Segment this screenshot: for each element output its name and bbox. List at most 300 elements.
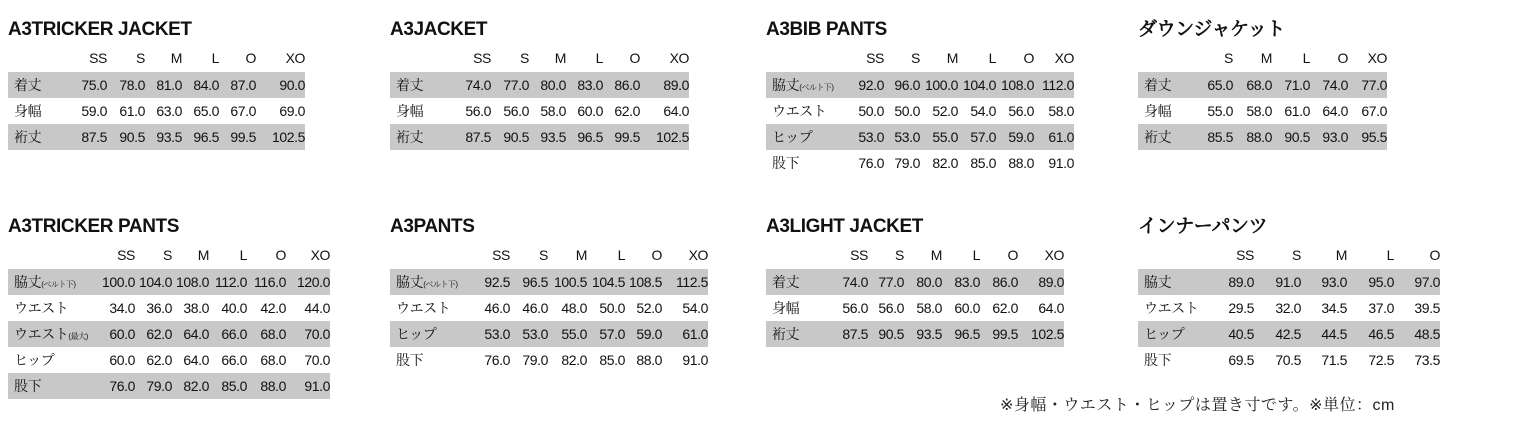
size-header: M — [170, 50, 182, 66]
cell-value: 56.0 — [465, 103, 491, 119]
row-label: ヒップ — [14, 352, 55, 368]
table-row — [8, 321, 330, 347]
row-label-note: (ベルト下) — [41, 280, 76, 289]
cell-value: 112.0 — [209, 269, 247, 295]
cell-value: 70.0 — [304, 352, 330, 368]
size-header: O — [1429, 247, 1440, 263]
row-label-note: (最大) — [68, 332, 88, 341]
cell-value: 64.0 — [1038, 300, 1064, 316]
table-row — [1138, 347, 1440, 373]
cell-value: 74.0 — [832, 269, 868, 295]
cell-value: 77.0 — [1348, 72, 1387, 98]
cell-value: 71.5 — [1321, 352, 1347, 368]
cell-value: 62.0 — [614, 103, 640, 119]
size-header: O — [1023, 50, 1034, 66]
size-header: SS — [473, 50, 491, 66]
cell-value: 89.0 — [1212, 269, 1254, 295]
size-header: L — [239, 247, 247, 263]
cell-value: 82.0 — [932, 155, 958, 171]
cell-value: 80.0 — [904, 269, 942, 295]
cell-value: 57.0 — [587, 321, 625, 347]
cell-value: 104.0 — [135, 269, 172, 295]
table-row — [766, 124, 1074, 150]
cell-value: 108.5 — [625, 269, 662, 295]
row-label: 脇丈 — [1138, 269, 1212, 295]
cell-value: 42.5 — [1254, 321, 1301, 347]
cell-value: 80.0 — [529, 72, 566, 98]
size-table — [390, 44, 689, 150]
size-header: L — [988, 50, 996, 66]
table-row — [390, 295, 708, 321]
size-header: S — [1224, 50, 1233, 66]
cell-value: 46.0 — [522, 300, 548, 316]
cell-value: 120.0 — [286, 269, 330, 295]
row-label: 着丈 — [766, 269, 832, 295]
row-label: 裄丈 — [766, 321, 832, 347]
cell-value: 73.5 — [1414, 352, 1440, 368]
table-row — [8, 347, 330, 373]
table-row — [390, 72, 689, 98]
size-header-row — [390, 44, 689, 72]
cell-value: 91.0 — [1048, 155, 1074, 171]
cell-value: 62.0 — [135, 321, 172, 347]
row-label: 裄丈 — [1138, 124, 1194, 150]
size-header: L — [1302, 50, 1310, 66]
cell-value: 55.0 — [920, 124, 958, 150]
row-label: ヒップ — [390, 321, 478, 347]
cell-value: 61.0 — [1034, 124, 1074, 150]
cell-value: 93.5 — [904, 321, 942, 347]
cell-value: 91.0 — [1254, 269, 1301, 295]
cell-value: 56.0 — [878, 300, 904, 316]
size-header: O — [275, 247, 286, 263]
cell-value: 58.0 — [1048, 103, 1074, 119]
size-header: XO — [688, 247, 708, 263]
cell-value: 68.0 — [260, 352, 286, 368]
size-header: S — [1292, 247, 1301, 263]
row-label: 脇丈(ベルト下) — [766, 72, 848, 98]
cell-value: 83.0 — [942, 269, 980, 295]
cell-value: 85.5 — [1194, 124, 1233, 150]
cell-value: 56.0 — [1008, 103, 1034, 119]
cell-value: 68.0 — [1233, 72, 1272, 98]
cell-value: 87.5 — [454, 124, 491, 150]
size-header-row — [390, 241, 708, 269]
table-title: A3PANTS — [390, 216, 475, 237]
table-title: A3JACKET — [390, 19, 488, 40]
row-label: ウエスト — [772, 103, 827, 119]
cell-value: 48.5 — [1394, 321, 1440, 347]
cell-value: 90.5 — [1272, 124, 1310, 150]
table-title: A3TRICKER PANTS — [8, 216, 179, 237]
row-label: ウエスト — [1144, 300, 1199, 316]
size-header: M — [1335, 247, 1347, 263]
cell-value: 85.0 — [599, 352, 625, 368]
cell-value: 53.0 — [478, 321, 510, 347]
cell-value: 86.0 — [603, 72, 640, 98]
size-table-a3jacket — [390, 16, 689, 150]
cell-value: 81.0 — [145, 72, 182, 98]
cell-value: 79.0 — [894, 155, 920, 171]
cell-value: 44.5 — [1301, 321, 1347, 347]
cell-value: 59.0 — [625, 321, 662, 347]
cell-value: 82.0 — [172, 373, 209, 399]
cell-value: 58.0 — [916, 300, 942, 316]
cell-value: 100.0 — [920, 72, 958, 98]
size-header: L — [595, 50, 603, 66]
row-label: 着丈 — [1138, 72, 1194, 98]
table-row — [1138, 269, 1440, 295]
size-header: SS — [117, 247, 135, 263]
cell-value: 61.0 — [119, 103, 145, 119]
row-label: 股下 — [396, 352, 424, 368]
table-title: ダウンジャケット — [1138, 19, 1285, 40]
cell-value: 86.0 — [980, 269, 1018, 295]
size-header: M — [197, 247, 209, 263]
table-row — [390, 321, 708, 347]
cell-value: 68.0 — [247, 321, 286, 347]
size-header: L — [211, 50, 219, 66]
cell-value: 76.0 — [484, 352, 510, 368]
table-row — [766, 72, 1074, 98]
cell-value: 52.0 — [636, 300, 662, 316]
cell-value: 85.0 — [970, 155, 996, 171]
table-row — [390, 124, 689, 150]
cell-value: 37.0 — [1368, 300, 1394, 316]
size-header: S — [539, 247, 548, 263]
cell-value: 93.5 — [145, 124, 182, 150]
cell-value: 56.0 — [842, 300, 868, 316]
cell-value: 38.0 — [183, 300, 209, 316]
table-row — [1138, 295, 1440, 321]
cell-value: 69.0 — [279, 103, 305, 119]
size-header: O — [651, 247, 662, 263]
size-header: S — [520, 50, 529, 66]
cell-value: 70.5 — [1275, 352, 1301, 368]
size-header: XO — [1044, 247, 1064, 263]
cell-value: 77.0 — [491, 72, 529, 98]
cell-value: 46.5 — [1347, 321, 1394, 347]
table-row — [766, 269, 1064, 295]
size-header: SS — [492, 247, 510, 263]
cell-value: 44.0 — [304, 300, 330, 316]
size-table-a3tricker-pants — [8, 213, 330, 399]
size-header: O — [245, 50, 256, 66]
size-header: XO — [310, 247, 330, 263]
table-title: A3BIB PANTS — [766, 19, 887, 40]
cell-value: 76.0 — [98, 373, 135, 399]
table-row — [390, 269, 708, 295]
cell-value: 60.0 — [109, 352, 135, 368]
cell-value: 56.0 — [503, 103, 529, 119]
row-label: 身幅 — [14, 103, 42, 119]
cell-value: 40.5 — [1212, 321, 1254, 347]
cell-value: 62.0 — [992, 300, 1018, 316]
cell-value: 91.0 — [286, 373, 330, 399]
cell-value: 96.5 — [942, 321, 980, 347]
cell-value: 61.0 — [662, 321, 708, 347]
cell-value: 89.0 — [1018, 269, 1064, 295]
cell-value: 74.0 — [1310, 72, 1348, 98]
cell-value: 95.0 — [1347, 269, 1394, 295]
size-table — [766, 241, 1064, 347]
table-row — [1138, 321, 1440, 347]
size-table — [8, 241, 330, 399]
table-row — [766, 295, 1064, 321]
cell-value: 75.0 — [70, 72, 107, 98]
cell-value: 91.0 — [682, 352, 708, 368]
size-header: SS — [866, 50, 884, 66]
row-label-note: (ベルト下) — [423, 280, 458, 289]
cell-value: 90.0 — [256, 72, 305, 98]
cell-value: 55.0 — [1207, 103, 1233, 119]
size-table-down-jacket — [1138, 16, 1387, 150]
cell-value: 36.0 — [146, 300, 172, 316]
row-label: 裄丈 — [8, 124, 70, 150]
size-header: S — [895, 247, 904, 263]
cell-value: 69.5 — [1228, 352, 1254, 368]
size-header: SS — [89, 50, 107, 66]
table-title: A3TRICKER JACKET — [8, 19, 192, 40]
row-label: ウエスト(最大) — [8, 321, 98, 347]
table-row — [390, 98, 689, 124]
table-row — [766, 98, 1074, 124]
size-header: M — [930, 247, 942, 263]
table-row — [8, 124, 305, 150]
size-header: O — [1007, 247, 1018, 263]
cell-value: 100.5 — [548, 269, 587, 295]
size-header: SS — [850, 247, 868, 263]
size-header: S — [911, 50, 920, 66]
row-label: ウエスト — [14, 300, 69, 316]
size-header: S — [163, 247, 172, 263]
cell-value: 63.0 — [156, 103, 182, 119]
size-header: O — [629, 50, 640, 66]
cell-value: 84.0 — [182, 72, 219, 98]
table-title: インナーパンツ — [1138, 216, 1268, 237]
cell-value: 96.5 — [566, 124, 603, 150]
cell-value: 88.0 — [1233, 124, 1272, 150]
cell-value: 53.0 — [848, 124, 884, 150]
cell-value: 102.5 — [1018, 321, 1064, 347]
size-header: XO — [1367, 50, 1387, 66]
size-header: M — [554, 50, 566, 66]
cell-value: 112.5 — [662, 269, 708, 295]
cell-value: 87.5 — [832, 321, 868, 347]
cell-value: 108.0 — [172, 269, 209, 295]
cell-value: 99.5 — [219, 124, 256, 150]
table-row — [8, 373, 330, 399]
size-table-a3tricker-jacket — [8, 16, 305, 150]
row-label: 着丈 — [8, 72, 70, 98]
cell-value: 74.0 — [454, 72, 491, 98]
cell-value: 65.0 — [1194, 72, 1233, 98]
cell-value: 79.0 — [522, 352, 548, 368]
size-table-a3light-jacket — [766, 213, 1064, 347]
cell-value: 96.0 — [884, 72, 920, 98]
row-label: 身幅 — [772, 300, 800, 316]
size-header: XO — [669, 50, 689, 66]
cell-value: 104.5 — [587, 269, 625, 295]
cell-value: 67.0 — [1361, 103, 1387, 119]
cell-value: 87.5 — [70, 124, 107, 150]
cell-value: 60.0 — [954, 300, 980, 316]
cell-value: 64.0 — [663, 103, 689, 119]
size-header-row — [766, 44, 1074, 72]
size-table — [1138, 241, 1440, 373]
cell-value: 112.0 — [1034, 72, 1074, 98]
table-row — [766, 321, 1064, 347]
size-header: M — [1260, 50, 1272, 66]
row-label: ヒップ — [766, 124, 848, 150]
cell-value: 93.5 — [529, 124, 566, 150]
cell-value: 95.5 — [1348, 124, 1387, 150]
cell-value: 50.0 — [894, 103, 920, 119]
cell-value: 88.0 — [636, 352, 662, 368]
cell-value: 50.0 — [858, 103, 884, 119]
size-table-a3pants — [390, 213, 708, 373]
table-title: A3LIGHT JACKET — [766, 216, 923, 237]
cell-value: 50.0 — [599, 300, 625, 316]
cell-value: 87.0 — [219, 72, 256, 98]
size-header-row — [766, 241, 1064, 269]
row-label: ヒップ — [1138, 321, 1212, 347]
cell-value: 55.0 — [548, 321, 587, 347]
cell-value: 29.5 — [1228, 300, 1254, 316]
cell-value: 82.0 — [561, 352, 587, 368]
cell-value: 102.5 — [640, 124, 689, 150]
cell-value: 52.0 — [932, 103, 958, 119]
table-row — [1138, 124, 1387, 150]
row-label: 股下 — [772, 155, 800, 171]
table-row — [1138, 98, 1387, 124]
size-header: SS — [1236, 247, 1254, 263]
size-header: M — [946, 50, 958, 66]
size-header: O — [1337, 50, 1348, 66]
cell-value: 53.0 — [884, 124, 920, 150]
row-label-note: (ベルト下) — [799, 83, 834, 92]
cell-value: 60.0 — [577, 103, 603, 119]
size-header-row — [1138, 44, 1387, 72]
cell-value: 85.0 — [209, 373, 247, 399]
size-header: L — [1386, 247, 1394, 263]
cell-value: 116.0 — [247, 269, 286, 295]
row-label: 身幅 — [1144, 103, 1172, 119]
cell-value: 88.0 — [1008, 155, 1034, 171]
cell-value: 32.0 — [1275, 300, 1301, 316]
cell-value: 42.0 — [260, 300, 286, 316]
table-row — [1138, 72, 1387, 98]
row-label: ウエスト — [396, 300, 451, 316]
cell-value: 70.0 — [286, 321, 330, 347]
size-header: L — [972, 247, 980, 263]
table-row — [8, 98, 305, 124]
size-table-a3bib-pants — [766, 16, 1074, 176]
cell-value: 71.0 — [1272, 72, 1310, 98]
cell-value: 58.0 — [540, 103, 566, 119]
row-label: 身幅 — [396, 103, 424, 119]
table-row — [8, 269, 330, 295]
cell-value: 99.5 — [980, 321, 1018, 347]
cell-value: 83.0 — [566, 72, 603, 98]
cell-value: 67.0 — [230, 103, 256, 119]
row-label: 脇丈(ベルト下) — [8, 269, 98, 295]
size-header-row — [8, 44, 305, 72]
row-label: 着丈 — [390, 72, 454, 98]
cell-value: 96.5 — [510, 269, 548, 295]
size-header: S — [136, 50, 145, 66]
cell-value: 34.0 — [109, 300, 135, 316]
table-row — [390, 347, 708, 373]
cell-value: 64.0 — [172, 321, 209, 347]
cell-value: 66.0 — [221, 352, 247, 368]
size-table-inner-pants — [1138, 213, 1440, 373]
size-header: XO — [1054, 50, 1074, 66]
cell-value: 39.5 — [1414, 300, 1440, 316]
cell-value: 57.0 — [958, 124, 996, 150]
size-table — [390, 241, 708, 373]
cell-value: 60.0 — [98, 321, 135, 347]
row-label: 裄丈 — [390, 124, 454, 150]
cell-value: 54.0 — [970, 103, 996, 119]
cell-value: 40.0 — [221, 300, 247, 316]
cell-value: 76.0 — [858, 155, 884, 171]
cell-value: 100.0 — [98, 269, 135, 295]
cell-value: 88.0 — [247, 373, 286, 399]
cell-value: 99.5 — [603, 124, 640, 150]
cell-value: 96.5 — [182, 124, 219, 150]
table-row — [8, 295, 330, 321]
cell-value: 97.0 — [1394, 269, 1440, 295]
cell-value: 93.0 — [1310, 124, 1348, 150]
cell-value: 53.0 — [510, 321, 548, 347]
cell-value: 58.0 — [1246, 103, 1272, 119]
size-header: L — [617, 247, 625, 263]
row-label: 股下 — [1144, 352, 1172, 368]
table-row — [8, 72, 305, 98]
cell-value: 34.5 — [1321, 300, 1347, 316]
size-table — [1138, 44, 1387, 150]
row-label: 脇丈(ベルト下) — [390, 269, 478, 295]
cell-value: 104.0 — [958, 72, 996, 98]
cell-value: 64.0 — [1322, 103, 1348, 119]
size-header: XO — [285, 50, 305, 66]
cell-value: 90.5 — [491, 124, 529, 150]
cell-value: 64.0 — [183, 352, 209, 368]
cell-value: 90.5 — [107, 124, 145, 150]
cell-value: 79.0 — [135, 373, 172, 399]
measurement-note: ※身幅・ウエスト・ヒップは置き寸です。※単位：cm — [1000, 397, 1395, 414]
cell-value: 72.5 — [1368, 352, 1394, 368]
size-table — [766, 44, 1074, 176]
row-label: 股下 — [8, 373, 98, 399]
cell-value: 62.0 — [146, 352, 172, 368]
cell-value: 92.5 — [478, 269, 510, 295]
cell-value: 66.0 — [209, 321, 247, 347]
cell-value: 54.0 — [682, 300, 708, 316]
cell-value: 48.0 — [561, 300, 587, 316]
size-header-row — [8, 241, 330, 269]
cell-value: 90.5 — [868, 321, 904, 347]
size-header: M — [575, 247, 587, 263]
cell-value: 59.0 — [996, 124, 1034, 150]
cell-value: 102.5 — [256, 124, 305, 150]
cell-value: 89.0 — [640, 72, 689, 98]
cell-value: 46.0 — [484, 300, 510, 316]
size-header-row — [1138, 241, 1440, 269]
cell-value: 92.0 — [848, 72, 884, 98]
cell-value: 77.0 — [868, 269, 904, 295]
